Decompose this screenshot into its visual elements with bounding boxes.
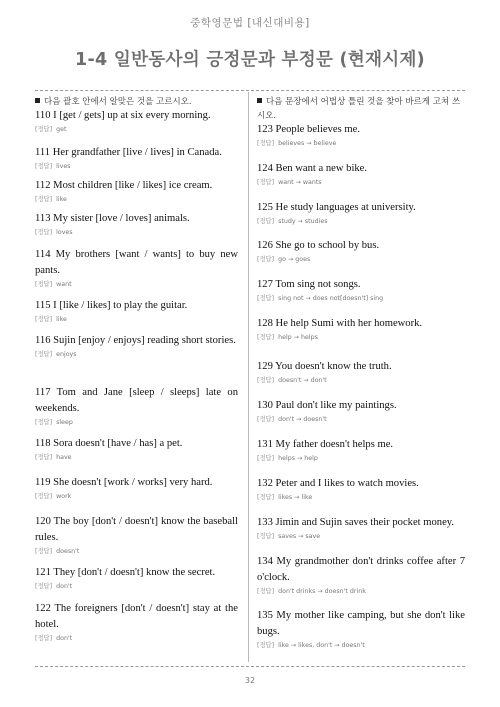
answer-tag: [정답] <box>35 316 53 323</box>
answer-tag: [정답] <box>257 642 275 649</box>
top-divider <box>35 90 465 91</box>
answer-text: don't → doesn't <box>278 416 327 423</box>
answer-line <box>35 228 238 237</box>
answer-tag: [정답] <box>257 218 275 225</box>
answer-line <box>257 376 465 385</box>
answer-text: have <box>56 454 72 461</box>
question-item <box>257 122 465 148</box>
answer-tag: [정답] <box>35 454 53 461</box>
answer-text: want <box>56 281 72 288</box>
answer-tag: [정답] <box>257 140 275 147</box>
question-text: 120 The boy [don't / doesn't] know the baseball rules. <box>35 516 238 543</box>
answer-tag: [정답] <box>257 334 275 341</box>
answer-line <box>35 418 238 427</box>
answer-line <box>35 195 238 204</box>
answer-tag: [정답] <box>35 493 53 500</box>
question-text: 129 You doesn't know the truth. <box>257 361 392 372</box>
answer-tag: [정답] <box>35 196 53 203</box>
answer-line <box>257 294 465 303</box>
question-text: 123 People believes me. <box>257 124 360 135</box>
answer-line <box>35 315 238 324</box>
answer-tag: [정답] <box>35 163 53 170</box>
answer-line <box>35 547 238 556</box>
answer-text: saves → save <box>278 533 321 540</box>
instruction-text: 다음 괄호 안에서 알맞은 것을 고르시오. <box>44 97 192 107</box>
book-subtitle: 중학영문법 [내신대비용] <box>190 17 310 29</box>
question-text: 130 Paul don't like my paintings. <box>257 400 397 411</box>
answer-text: believes → believe <box>278 140 337 147</box>
answer-text: likes → like <box>278 494 313 501</box>
answer-line <box>35 582 238 591</box>
question-text: 113 My sister [love / loves] animals. <box>35 213 190 224</box>
answer-text: go → goes <box>278 256 311 263</box>
instruction-text: 다음 문장에서 어법상 틀린 것을 찾아 바르게 고쳐 쓰시오. <box>257 97 461 121</box>
question-text: 115 I [like / likes] to play the guitar. <box>35 300 188 311</box>
bottom-divider <box>35 666 465 667</box>
question-text: 122 The foreigners [don't / doesn't] stay at the hotel. <box>35 603 238 630</box>
answer-text: like <box>56 196 67 203</box>
question-text: 135 My mother like camping, but she don't like bugs. <box>257 610 465 637</box>
answer-tag: [정답] <box>257 377 275 384</box>
bullet-square-icon <box>257 98 262 103</box>
answer-text: don't <box>56 583 73 590</box>
question-item <box>35 385 238 427</box>
question-item <box>35 565 238 591</box>
question-text: 116 Sujin [enjoy / enjoys] reading short stories. <box>35 335 236 346</box>
answer-line <box>257 415 465 424</box>
question-text: 128 He help Sumi with her homework. <box>257 318 423 329</box>
answer-line <box>257 454 465 463</box>
answer-text: work <box>56 493 72 500</box>
question-item <box>257 476 465 502</box>
answer-tag: [정답] <box>257 455 275 462</box>
question-item <box>35 247 238 289</box>
right-instruction <box>257 95 465 123</box>
answer-text: loves <box>56 229 73 236</box>
question-text: 131 My father doesn't helps me. <box>257 439 394 450</box>
answer-tag: [정답] <box>257 295 275 302</box>
question-text: 127 Tom sing not songs. <box>257 279 361 290</box>
question-text: 119 She doesn't [work / works] very hard. <box>35 477 213 488</box>
answer-line <box>257 641 465 650</box>
question-text: 111 Her grandfather [live / lives] in Canada. <box>35 147 222 158</box>
question-text: 133 Jimin and Sujin saves their pocket money. <box>257 517 455 528</box>
answer-text: enjoys <box>56 351 77 358</box>
question-item <box>35 333 238 359</box>
question-item <box>257 437 465 463</box>
answer-text: sing not → does not[doesn't] sing <box>278 295 384 302</box>
question-item <box>257 359 465 385</box>
answer-text: want → wants <box>278 179 322 186</box>
answer-tag: [정답] <box>257 256 275 263</box>
answer-tag: [정답] <box>35 281 53 288</box>
question-item <box>35 436 238 462</box>
question-text: 114 My brothers [want / wants] to buy new pants. <box>35 249 238 276</box>
answer-text: like <box>56 316 67 323</box>
answer-text: get <box>56 126 67 133</box>
question-text: 132 Peter and I likes to watch movies. <box>257 478 419 489</box>
answer-text: help → helps <box>278 334 318 341</box>
answer-tag: [정답] <box>35 419 53 426</box>
question-item <box>257 238 465 264</box>
page-number: 32 <box>244 676 256 685</box>
answer-tag: [정답] <box>35 351 53 358</box>
answer-line <box>35 162 238 171</box>
question-item <box>257 277 465 303</box>
question-item <box>35 298 238 324</box>
answer-line <box>257 217 465 226</box>
question-item <box>35 178 238 204</box>
answer-line <box>257 587 465 596</box>
question-text: 112 Most children [like / likes] ice cream. <box>35 180 213 191</box>
answer-tag: [정답] <box>35 229 53 236</box>
answer-text: sleep <box>56 419 73 426</box>
answer-text: study → studies <box>278 218 328 225</box>
bullet-square-icon <box>35 98 40 103</box>
question-text: 124 Ben want a new bike. <box>257 163 368 174</box>
answer-text: don't drinks → doesn't drink <box>278 588 366 595</box>
column-divider <box>248 92 249 662</box>
answer-tag: [정답] <box>35 126 53 133</box>
answer-tag: [정답] <box>257 494 275 501</box>
answer-line <box>35 280 238 289</box>
answer-tag: [정답] <box>257 179 275 186</box>
question-item <box>35 475 238 501</box>
answer-text: doesn't <box>56 548 80 555</box>
question-text: 118 Sora doesn't [have / has] a pet. <box>35 438 183 449</box>
answer-line <box>35 125 238 134</box>
answer-line <box>257 532 465 541</box>
question-text: 121 They [don't / doesn't] know the secret. <box>35 567 216 578</box>
question-item <box>257 200 465 226</box>
answer-tag: [정답] <box>35 548 53 555</box>
question-text: 126 She go to school by bus. <box>257 240 380 251</box>
question-item <box>35 145 238 171</box>
answer-line <box>257 255 465 264</box>
answer-text: like → likes, don't → doesn't <box>278 642 365 649</box>
answer-tag: [정답] <box>35 635 53 642</box>
answer-line <box>35 492 238 501</box>
question-item <box>257 398 465 424</box>
left-instruction <box>35 95 238 109</box>
answer-tag: [정답] <box>257 533 275 540</box>
answer-tag: [정답] <box>257 588 275 595</box>
page-title: 1-4 일반동사의 긍정문과 부정문 (현재시제) <box>75 50 425 70</box>
answer-line <box>35 453 238 462</box>
answer-text: lives <box>56 163 71 170</box>
question-item <box>257 161 465 187</box>
question-item <box>257 316 465 342</box>
answer-line <box>257 493 465 502</box>
answer-line <box>257 333 465 342</box>
question-text: 110 I [get / gets] up at six every morning. <box>35 110 211 121</box>
answer-text: doesn't → don't <box>278 377 327 384</box>
answer-text: helps → help <box>278 455 318 462</box>
question-text: 134 My grandmother don't drinks coffee after 7 o'clock. <box>257 556 465 583</box>
answer-line <box>35 350 238 359</box>
answer-text: don't <box>56 635 73 642</box>
question-text: 117 Tom and Jane [sleep / sleeps] late on weekends. <box>35 387 238 414</box>
question-text: 125 He study languages at university. <box>257 202 416 213</box>
answer-line <box>257 178 465 187</box>
answer-line <box>257 139 465 148</box>
answer-tag: [정답] <box>35 583 53 590</box>
question-item <box>35 514 238 556</box>
question-item <box>257 515 465 541</box>
question-item <box>35 108 238 134</box>
question-item <box>257 554 465 596</box>
question-item <box>35 211 238 237</box>
question-item <box>35 601 238 643</box>
question-item <box>257 608 465 650</box>
answer-tag: [정답] <box>257 416 275 423</box>
answer-line <box>35 634 238 643</box>
